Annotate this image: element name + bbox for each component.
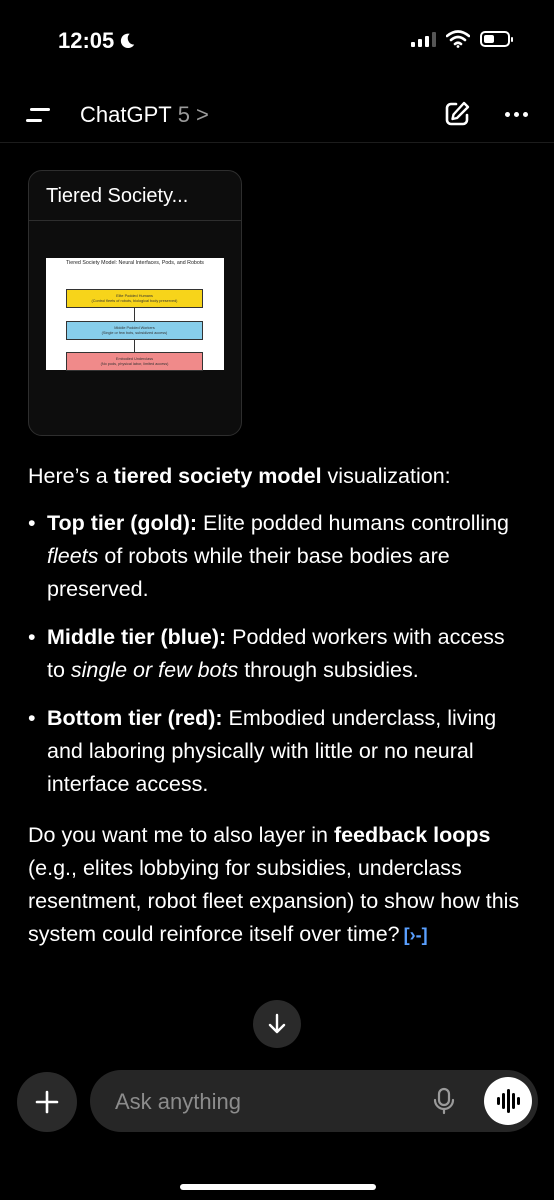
plus-icon — [35, 1090, 59, 1114]
text: through subsidies. — [238, 658, 419, 682]
model-version: 5 — [177, 102, 190, 127]
followup-paragraph — [28, 819, 528, 952]
bullet-heading: Bottom tier (red): — [47, 706, 223, 730]
tier-label: Elite Podded Humans — [116, 294, 153, 298]
tier-label: Middle Podded Workers — [114, 326, 155, 330]
diagram-arrow — [134, 308, 135, 321]
new-chat-icon[interactable] — [443, 100, 471, 128]
text: of robots while their base bodies are preserved. — [47, 544, 450, 601]
text: Embodied underclass, living and laboring physically with little or no neural interface access. — [47, 706, 497, 796]
add-attachment-button[interactable] — [17, 1072, 77, 1132]
diagram-arrow — [134, 340, 135, 352]
tier-list — [28, 507, 528, 801]
text: Elite podded humans controlling — [197, 511, 510, 535]
diagram-title: Tiered Society Model: Neural Interfaces, Pods, and Robots — [66, 260, 204, 266]
italic-text: fleets — [47, 544, 99, 568]
image-card[interactable] — [28, 170, 242, 436]
tier-label: Embodied Underclass — [115, 357, 154, 361]
app-name: ChatGPT — [80, 102, 172, 127]
text: (e.g., elites lobbying for subsidies, underclass resentment, robot fleet expansion) to show how this system could reinforce itself over time? — [28, 856, 520, 946]
diagram-tier-middle — [66, 321, 203, 340]
bullet-heading: Top tier (gold): — [47, 511, 198, 535]
message-input[interactable] — [113, 1084, 407, 1120]
list-item — [28, 507, 528, 606]
status-time — [58, 28, 136, 54]
moon-icon — [118, 32, 136, 50]
text: Here’s a — [28, 464, 114, 488]
list-item — [28, 621, 528, 687]
text: Do you want me to also layer in — [28, 823, 334, 847]
voice-mode-button[interactable] — [484, 1077, 532, 1125]
text: visualization: — [321, 464, 451, 488]
chat-header — [0, 90, 554, 143]
bullet-heading: Middle tier (blue): — [47, 625, 227, 649]
diagram-tier-bottom — [66, 352, 203, 371]
home-indicator[interactable] — [180, 1184, 376, 1190]
assistant-message — [28, 460, 528, 952]
intro-paragraph — [28, 460, 528, 493]
source-icon[interactable]: [›-] — [403, 925, 428, 945]
tier-desc: (Single or few bots, subsidized access) — [101, 330, 168, 335]
composer — [90, 1070, 538, 1132]
chevron-right-icon: > — [195, 102, 209, 127]
scroll-down-button[interactable] — [253, 1000, 301, 1048]
text: Podded workers with access to — [47, 625, 505, 682]
model-selector[interactable] — [80, 102, 209, 128]
diagram-image — [46, 258, 224, 370]
italic-text: single or few bots — [70, 658, 239, 682]
more-icon[interactable] — [505, 112, 528, 117]
time-text: 12:05 — [58, 28, 115, 53]
signal-icon — [411, 31, 436, 47]
menu-icon[interactable] — [26, 104, 52, 126]
bold-text: feedback loops — [333, 823, 491, 847]
status-bar — [0, 0, 554, 80]
list-item — [28, 702, 528, 801]
tier-desc: (No pods, physical labor, limited access) — [100, 361, 169, 366]
tier-desc: (Control fleets of robots, biological body preserved) — [91, 298, 178, 303]
arrow-down-icon — [267, 1013, 287, 1035]
card-title: Tiered Society... — [29, 171, 241, 221]
wifi-icon — [446, 30, 470, 48]
battery-icon — [480, 31, 510, 47]
mic-icon[interactable] — [432, 1087, 456, 1115]
diagram-tier-top — [66, 289, 203, 308]
bold-text: tiered society model — [113, 464, 322, 488]
